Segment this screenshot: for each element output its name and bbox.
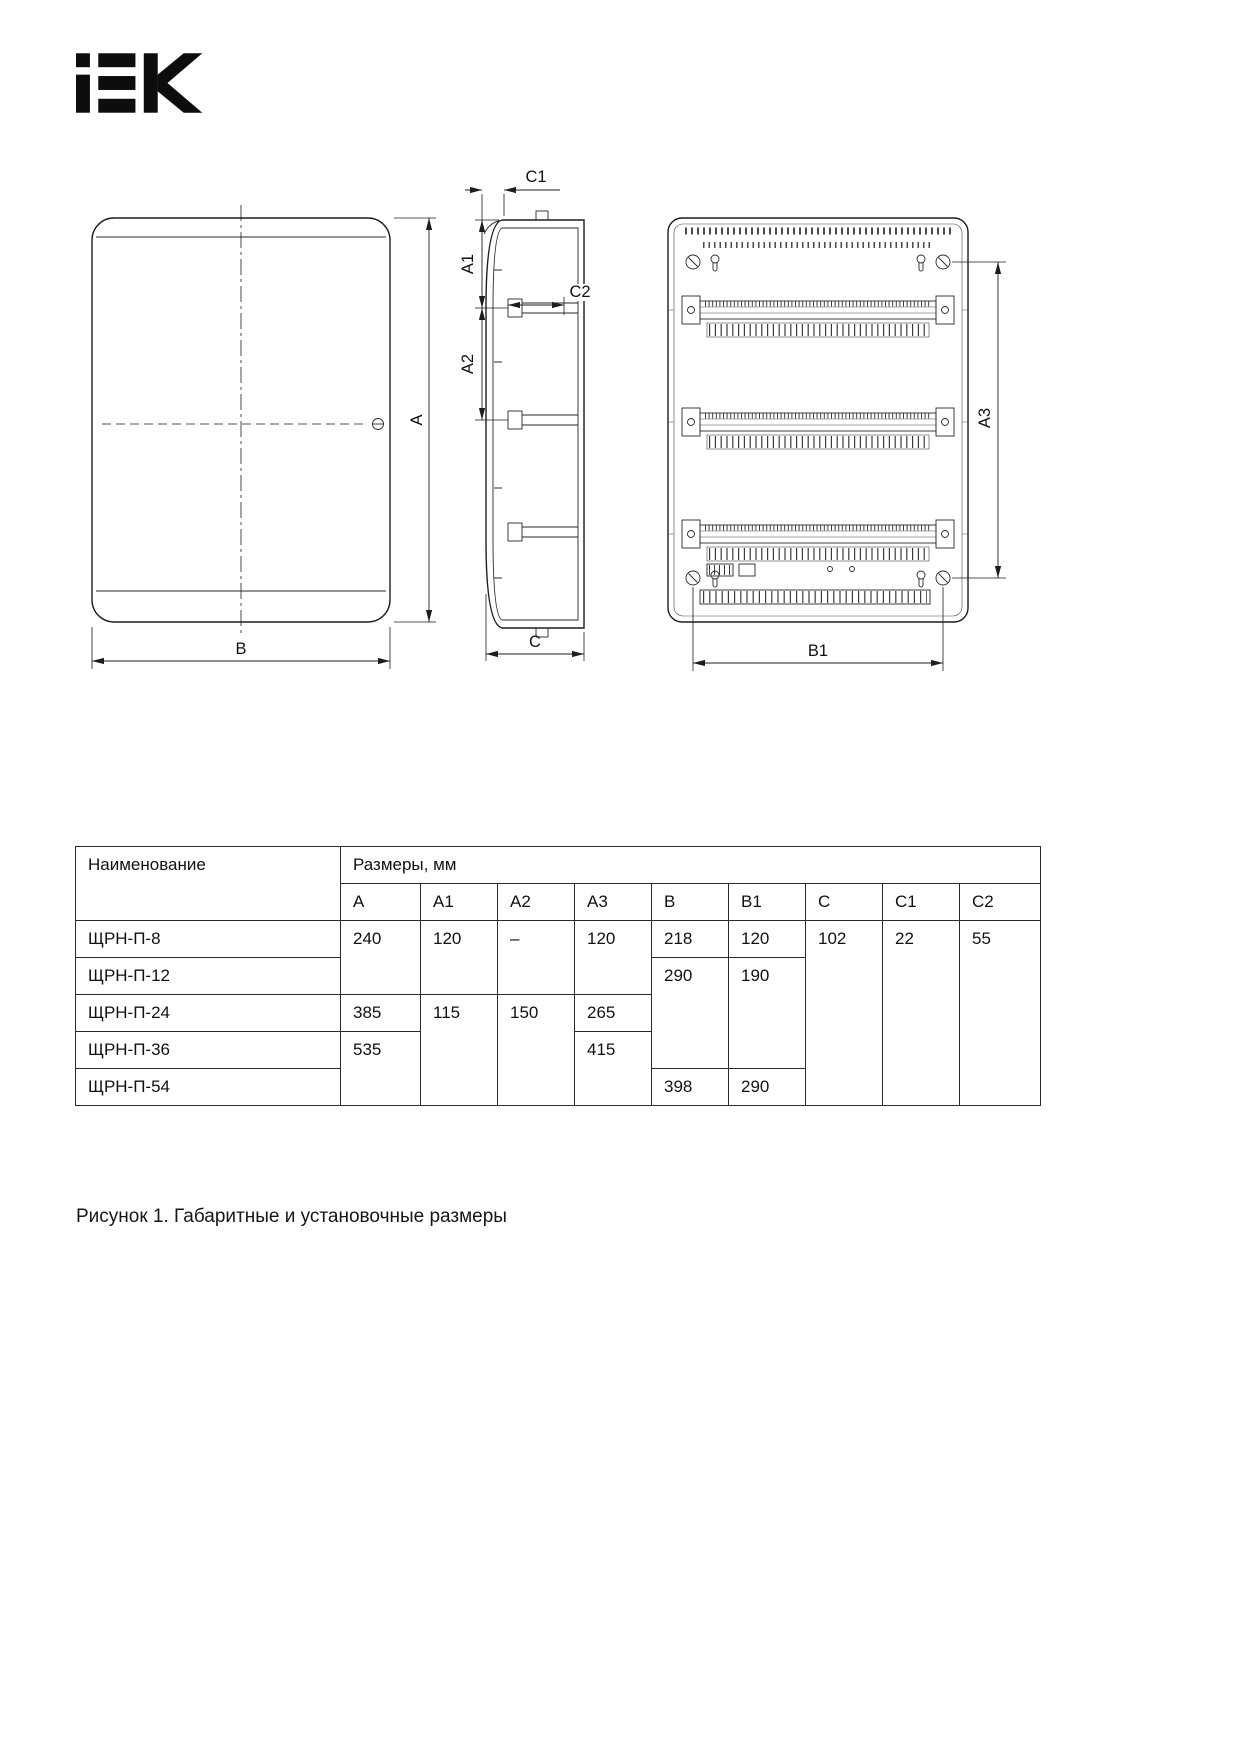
dimension-c1 xyxy=(465,168,560,232)
cell-c-all: 102 xyxy=(806,921,883,1106)
cell-a1-r3: 115 xyxy=(421,995,498,1106)
bottom-knockouts xyxy=(700,590,930,604)
cell-b1-r2: 190 xyxy=(729,958,806,1069)
rail-section-3 xyxy=(508,523,578,541)
din-rail-row-2 xyxy=(668,408,968,449)
dim-label-c1: C1 xyxy=(525,168,547,186)
col-header-b: B xyxy=(652,884,729,921)
col-header-a3: A3 xyxy=(575,884,652,921)
cell-name-r5: ЩРН-П-54 xyxy=(76,1069,341,1106)
dimension-a xyxy=(394,218,436,622)
enclosure-front-outline xyxy=(92,205,390,635)
dim-label-a3: A3 xyxy=(976,407,994,429)
cell-a-r4: 535 xyxy=(341,1032,421,1106)
cell-b-r1: 218 xyxy=(652,921,729,958)
top-knockouts xyxy=(685,231,951,245)
mounting-screw-top-right xyxy=(917,255,950,271)
dimension-a1 xyxy=(459,220,508,308)
back-view-drawing xyxy=(655,200,1017,680)
din-rail-cross-sections xyxy=(508,299,578,541)
col-header-c2: C2 xyxy=(960,884,1041,921)
cell-b1-r1: 120 xyxy=(729,921,806,958)
cell-a2-r1: – xyxy=(498,921,575,995)
iek-logo-glyphs xyxy=(76,53,206,113)
cell-c2-all: 55 xyxy=(960,921,1041,1106)
dimension-b1 xyxy=(693,587,943,671)
col-header-c: C xyxy=(806,884,883,921)
header-name: Наименование xyxy=(76,847,341,921)
door-ribs xyxy=(494,270,502,578)
side-view-drawing xyxy=(452,158,622,678)
dim-label-b1: B1 xyxy=(807,642,829,660)
cell-a-r3: 385 xyxy=(341,995,421,1032)
figure-caption: Рисунок 1. Габаритные и установочные размеры xyxy=(76,1206,507,1227)
dim-label-c: C xyxy=(529,633,541,651)
rail-section-1 xyxy=(508,299,578,317)
col-header-a1: A1 xyxy=(421,884,498,921)
dimension-a2 xyxy=(459,308,508,420)
cell-b-r5: 398 xyxy=(652,1069,729,1106)
cell-a3-r1: 120 xyxy=(575,921,652,995)
table-header-row-1 xyxy=(76,847,1041,884)
door-lock xyxy=(373,419,384,430)
cell-a3-r3: 265 xyxy=(575,995,652,1032)
front-view-drawing xyxy=(75,200,445,680)
enclosure-side-outline xyxy=(484,211,584,637)
cell-a-r1: 240 xyxy=(341,921,421,995)
dim-label-c2: C2 xyxy=(569,283,591,301)
dim-label-b: B xyxy=(235,640,247,658)
col-header-a: A xyxy=(341,884,421,921)
table-row-shrn-p-8 xyxy=(76,921,1041,958)
cell-name-r4: ЩРН-П-36 xyxy=(76,1032,341,1069)
rail-section-2 xyxy=(508,411,578,429)
cell-c1-all: 22 xyxy=(883,921,960,1106)
iek-logo xyxy=(76,53,206,118)
col-header-c1: C1 xyxy=(883,884,960,921)
cell-a1-r1: 120 xyxy=(421,921,498,995)
mounting-screw-bottom-right xyxy=(917,571,950,587)
dim-label-a2: A2 xyxy=(459,353,477,375)
cell-a2-r3: 150 xyxy=(498,995,575,1106)
terminal-blocks xyxy=(707,564,855,576)
dim-label-a1: A1 xyxy=(459,253,477,275)
enclosure-back-outline xyxy=(668,218,968,622)
cell-name-r3: ЩРН-П-24 xyxy=(76,995,341,1032)
header-sizes: Размеры, мм xyxy=(341,847,1041,884)
cell-a3-r4: 415 xyxy=(575,1032,652,1106)
dimensions-table xyxy=(75,846,1041,1106)
cell-b1-r5: 290 xyxy=(729,1069,806,1106)
dim-label-a: A xyxy=(408,414,426,426)
din-rail-row-1 xyxy=(668,296,968,337)
din-rail-row-3 xyxy=(668,520,968,561)
dimension-a3 xyxy=(952,262,1006,578)
mounting-screw-top-left xyxy=(686,255,719,271)
dimension-b xyxy=(92,627,390,669)
cell-b-r2: 290 xyxy=(652,958,729,1069)
cell-name-r1: ЩРН-П-8 xyxy=(76,921,341,958)
cell-name-r2: ЩРН-П-12 xyxy=(76,958,341,995)
col-header-b1: B1 xyxy=(729,884,806,921)
col-header-a2: A2 xyxy=(498,884,575,921)
